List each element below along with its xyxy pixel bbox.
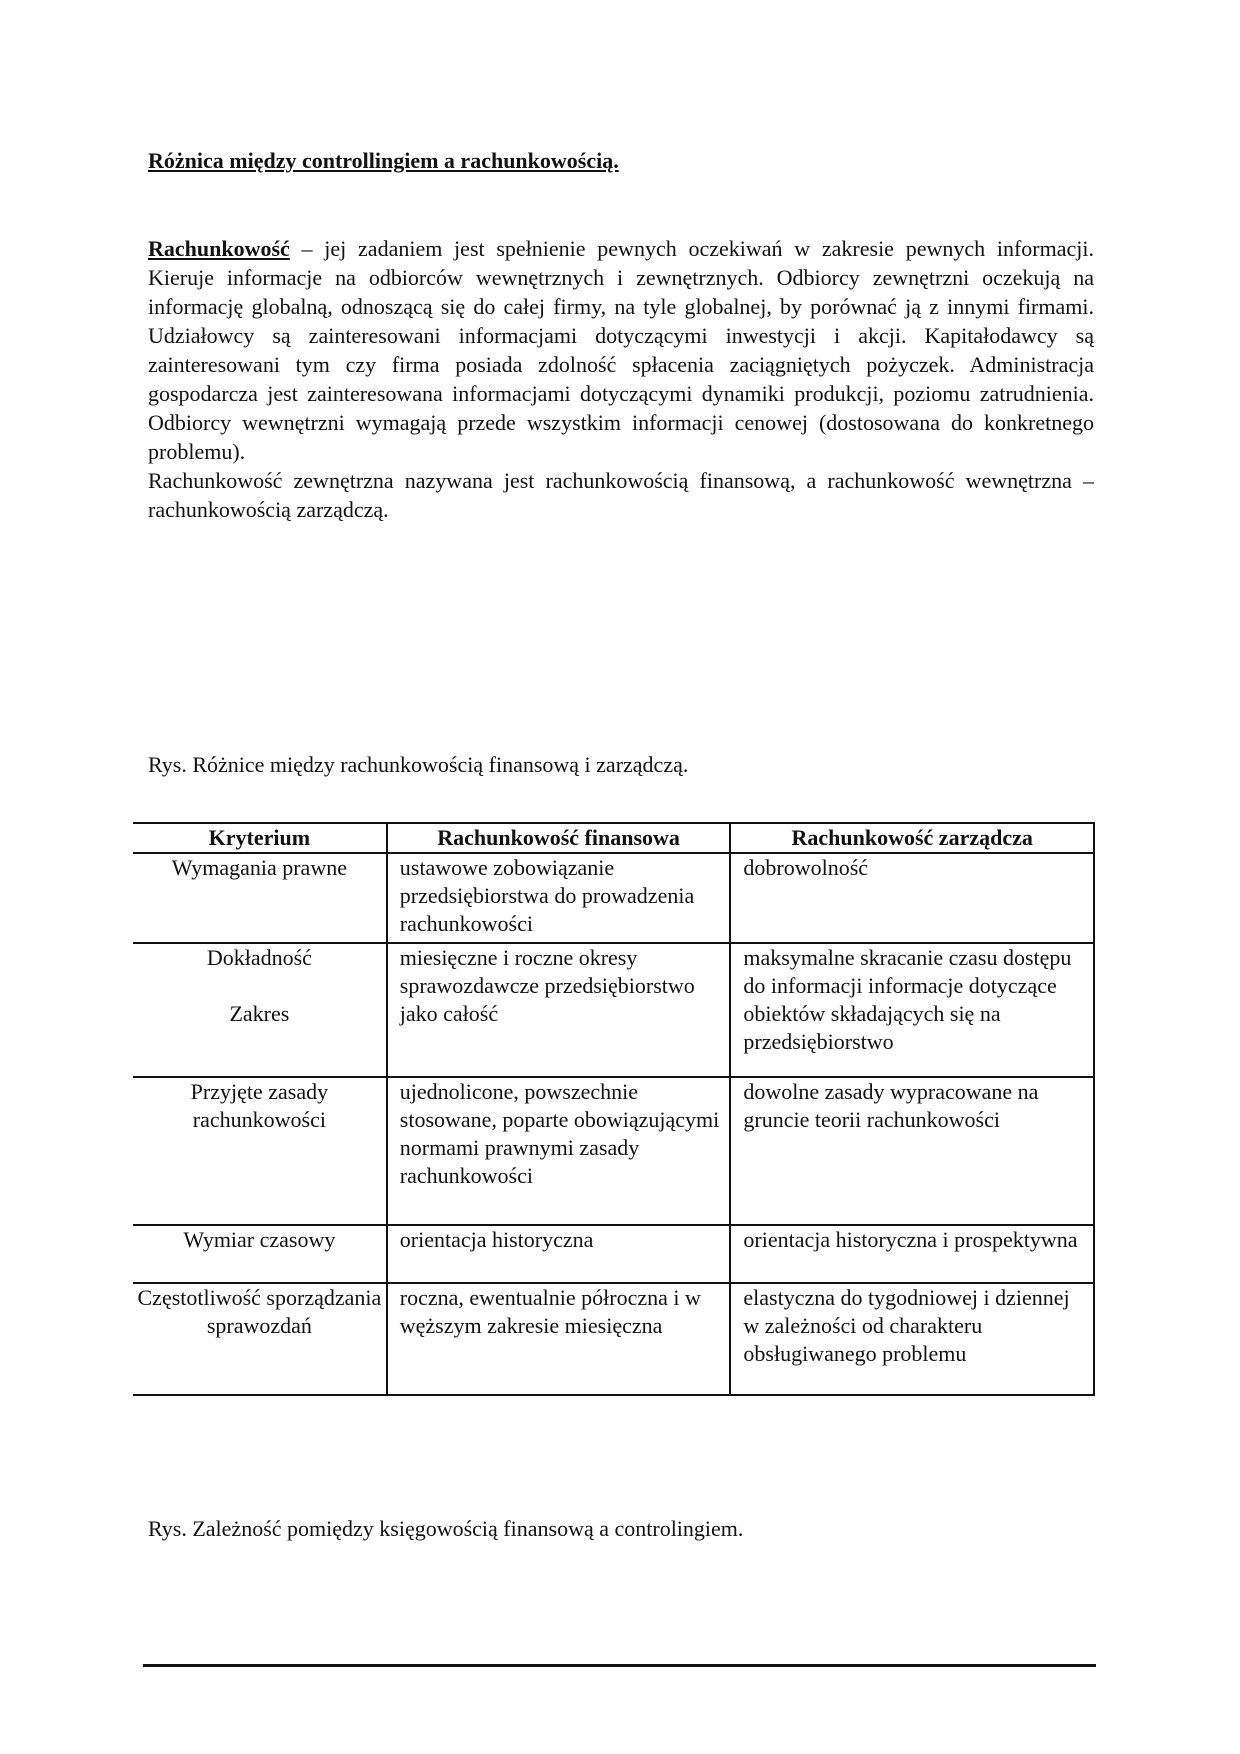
table-header-cell: Rachunkowość zarządcza	[730, 823, 1094, 853]
table-row	[133, 853, 1094, 943]
table-cell-financial: ujednolicone, powszechnie stosowane, poparte obowiązującymi normami prawnymi zasady rachunkowości	[387, 1077, 731, 1225]
paragraph-text-2: Rachunkowość zewnętrzna nazywana jest rachunkowością finansową, a rachunkowość wewnętrzna – rachunkowością zarządczą.	[148, 468, 1094, 522]
table-header-row	[133, 823, 1094, 853]
paragraph-text: – jej zadaniem jest spełnienie pewnych oczekiwań w zakresie pewnych informacji. Kieruje informacje na odbiorców wewnętrznych i zewnętrznych. Odbiorcy zewnętrzni oczekują na informację globalną, odnoszącą się do całej firmy, na tyle globalnej, by porównać ją z innymi firmami. Udziałowcy są zainteresowani informacjami dotyczącymi inwestycji i akcji. Kapitałodawcy są zainteresowani tym czy firma posiada zdolność spłacenia zaciągniętych pożyczek. Administracja gospodarcza jest zainteresowana informacjami dotyczącymi dynamiki produkcji, poziomu zatrudnienia. Odbiorcy wewnętrzni wymagają przede wszystkim informacji cenowej (dostosowana do konkretnego problemu).	[148, 236, 1094, 464]
table-cell-criterion: Wymiar czasowy	[133, 1225, 387, 1283]
table-cell-managerial: elastyczna do tygodniowej i dziennej w zależności od charakteru obsługiwanego problemu	[730, 1283, 1094, 1395]
table-cell-criterion: Wymagania prawne	[133, 853, 387, 943]
table-row	[133, 943, 1094, 1077]
criterion-line: Zakres	[229, 1001, 290, 1026]
table-cell-criterion: Przyjęte zasady rachunkowości	[133, 1077, 387, 1225]
table-cell-financial: miesięczne i roczne okresy sprawozdawcze przedsiębiorstwo jako całość	[387, 943, 731, 1077]
table-cell-financial: roczna, ewentualnie półroczna i w węższym zakresie miesięczna	[387, 1283, 731, 1395]
figure-caption-2: Rys. Zależność pomiędzy księgowością finansową a controlingiem.	[148, 1516, 744, 1541]
table-cell-criterion: Częstotliwość sporządzania sprawozdań	[133, 1283, 387, 1395]
table-cell-managerial: orientacja historyczna i prospektywna	[730, 1225, 1094, 1283]
table-row	[133, 1077, 1094, 1225]
table-cell-criterion	[133, 943, 387, 1077]
criterion-line: Dokładność	[206, 945, 312, 970]
table-cell-financial: orientacja historyczna	[387, 1225, 731, 1283]
table-header-cell: Kryterium	[133, 823, 387, 853]
table-header-cell: Rachunkowość finansowa	[387, 823, 731, 853]
table-cell-managerial: dowolne zasady wypracowane na gruncie teorii rachunkowości	[730, 1077, 1094, 1225]
intro-paragraph	[148, 234, 1094, 524]
table-cell-managerial: dobrowolność	[730, 853, 1094, 943]
bottom-divider	[143, 1664, 1096, 1667]
document-title: Różnica między controllingiem a rachunkowością.	[148, 148, 619, 173]
paragraph-lead-term: Rachunkowość	[148, 236, 290, 261]
table-cell-managerial: maksymalne skracanie czasu dostępu do informacji informacje dotyczące obiektów składających się na przedsiębiorstwo	[730, 943, 1094, 1077]
table-row	[133, 1225, 1094, 1283]
comparison-table	[133, 822, 1095, 1396]
table-row	[133, 1283, 1094, 1395]
figure-caption-1: Rys. Różnice między rachunkowością finansową i zarządczą.	[148, 752, 689, 777]
table-cell-financial: ustawowe zobowiązanie przedsiębiorstwa do prowadzenia rachunkowości	[387, 853, 731, 943]
